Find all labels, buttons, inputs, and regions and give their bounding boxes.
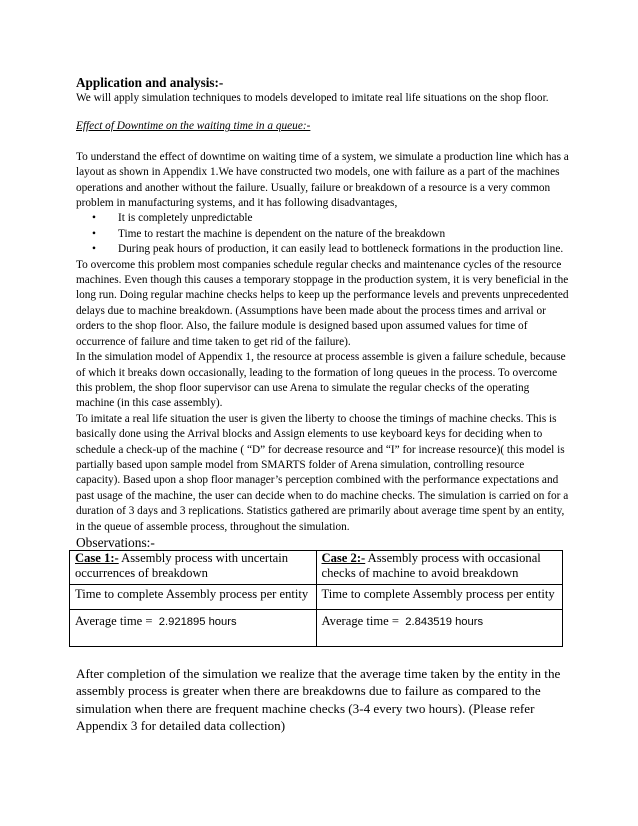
paragraph-3: In the simulation model of Appendix 1, the resource at process assemble is given a failure schedule, because of which it breaks down occasionally, leading to the formation of long queues in the process. To overcome this problem, the shop floor supervisor can use Arena to simulate the regular checks of the operating machine (in this case assembly). — [76, 351, 566, 410]
table-row — [70, 584, 563, 609]
case2-description: Assembly process with occasional checks of machine to avoid breakdown — [321, 550, 541, 581]
case2-avg-label: Average time = — [321, 613, 406, 628]
case2-metric-cell: Time to complete Assembly process per entity — [316, 584, 563, 609]
bullet-icon: • — [92, 212, 96, 225]
list-item — [76, 211, 570, 226]
list-item-text: During peak hours of production, it can easily lead to bottleneck formations in the production line. — [118, 243, 564, 256]
case2-label: Case 2:- — [321, 550, 366, 565]
case1-header-cell — [70, 550, 317, 584]
disadvantages-list — [76, 211, 570, 257]
case2-avg-value: 2.843519 hours — [405, 615, 484, 628]
list-item — [76, 227, 570, 242]
section-intro: We will apply simulation techniques to models developed to imitate real life situations on the shop floor. — [76, 92, 549, 104]
section-title: Application and analysis:- — [76, 75, 224, 90]
case2-header-cell — [316, 550, 563, 584]
case2-average-cell — [316, 609, 563, 646]
bullet-icon: • — [92, 227, 96, 240]
case1-average-cell — [70, 609, 317, 646]
case1-label: Case 1:- — [75, 550, 119, 565]
list-item-text: Time to restart the machine is dependent on the nature of the breakdown — [118, 227, 446, 240]
table-row — [70, 550, 563, 584]
subsection-title: Effect of Downtime on the waiting time in a queue:- — [76, 120, 311, 133]
list-item-text: It is completely unpredictable — [118, 212, 253, 225]
observations-table — [69, 550, 563, 647]
paragraph-2: To overcome this problem most companies schedule regular checks and maintenance cycles of the resource machines. Even though this causes a temporary stoppage in the production system, it is very beneficial in the long run. Doing regular machine checks helps to keep up the performance levels and prevents unprecedented delays due to machine breakdown. (Assumptions have been made about the process times and arrival or orders to the shop floor. Also, the failure module is designed based upon assumed values for time of occurrence of failure and time taken to get rid of the failure). — [76, 258, 569, 348]
table-row — [70, 609, 563, 646]
case1-avg-label: Average time = — [75, 613, 159, 628]
case1-avg-value: 2.921895 hours — [158, 615, 237, 628]
bullet-icon: • — [92, 243, 96, 256]
case1-description: Assembly process with uncertain occurrences of breakdown — [75, 550, 289, 581]
list-item — [76, 242, 570, 257]
case1-metric-cell: Time to complete Assembly process per entity — [70, 584, 317, 609]
paragraph-1: To understand the effect of downtime on waiting time of a system, we simulate a production line which has a layout as shown in Appendix 1.We have constructed two models, one with failure as a part of the machines operations and another without the failure. Usually, failure or breakdown of a resource is a very common problem in manufacturing systems, and it has following disadvantages, — [76, 150, 569, 210]
conclusion-paragraph: After completion of the simulation we realize that the average time taken by the entity in the assembly process is greater when there are breakdowns due to failure as compared to the simulation when there are frequent machine checks (3-4 every two hours). (Please refer Appendix 3 for detailed data collection) — [76, 665, 561, 734]
spacer — [76, 135, 570, 150]
paragraph-4: To imitate a real life situation the user is given the liberty to choose the timings of machine checks. This is basically done using the Arrival blocks and Assign elements to use keyboard keys for deciding when to schedule a check-up of the machine ( “D” for decrease resource and “I” for increase resource)( this model is partially based upon sample model from SMARTS folder of Arena simulation, controlling resource capacity). Based upon a shop floor manager’s perception combined with the performance expectations and past usage of the machine, the user can decide when to do machine checks. The simulation is carried on for a duration of 3 days and 3 replications. Statistics gathered are primarily about average time spent by an entity, in the queue of assemble process, throughout the simulation. — [76, 412, 569, 533]
observations-label: Observations:- — [76, 534, 155, 550]
document-page — [76, 74, 570, 735]
